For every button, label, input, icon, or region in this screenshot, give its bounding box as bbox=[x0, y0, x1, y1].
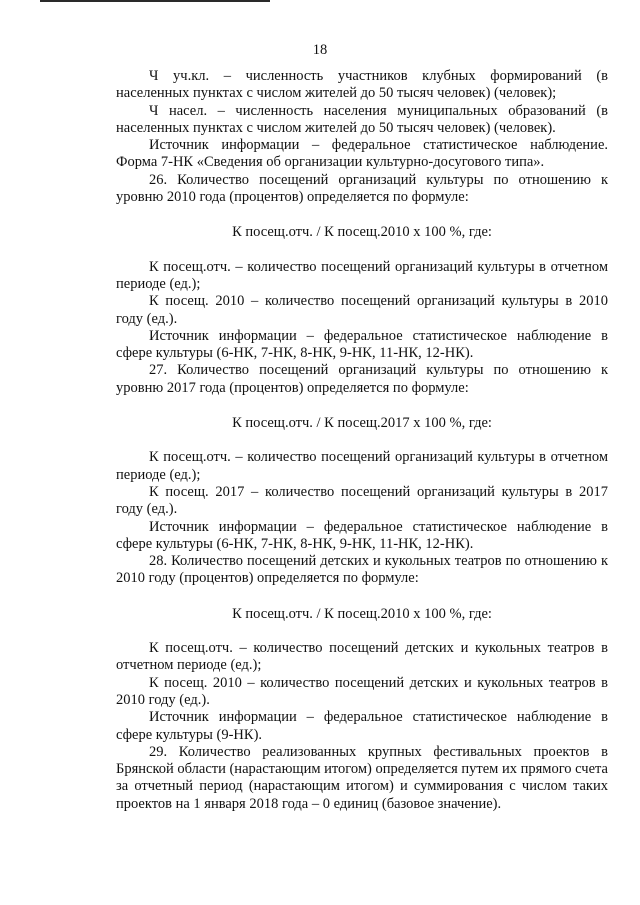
top-border-line bbox=[40, 0, 270, 2]
paragraph-posesch-2010-theatres: К посещ. 2010 – количество посещений детских и кукольных театров в 2010 году (ед.). bbox=[116, 674, 608, 708]
page-number: 18 bbox=[312, 42, 328, 58]
paragraph-posesch-2017: К посещ. 2017 – количество посещений организаций культуры в 2017 году (ед.). bbox=[116, 483, 608, 518]
paragraph-item-28: 28. Количество посещений детских и кукольных театров по отношению к 2010 году (процентов) определяется по формуле: bbox=[116, 553, 608, 587]
formula-item-27: К посещ.отч. / К посещ.2017 х 100 %, где: bbox=[232, 415, 492, 432]
paragraph-posesch-otch-27: К посещ.отч. – количество посещений организаций культуры в отчетном периоде (ед.); bbox=[116, 449, 608, 483]
paragraph-item-26: 26. Количество посещений организаций культуры по отношению к уровню 2010 года (процентов) определяется по формуле: bbox=[116, 171, 608, 206]
paragraph-item-27: 27. Количество посещений организаций культуры по отношению к уровню 2017 года (процентов) определяется по формуле: bbox=[116, 362, 608, 396]
document-body bbox=[116, 68, 608, 813]
paragraph-source-28: Источник информации – федеральное статистическое наблюдение в сфере культуры (9-НК). bbox=[116, 709, 608, 743]
paragraph-posesch-2010: К посещ. 2010 – количество посещений организаций культуры в 2010 году (ед.). bbox=[116, 293, 608, 327]
paragraph-nasel-definition: Ч насел. – численность населения муниципальных образований (в населенных пунктах с числом жителей до 50 тысяч человек) (человек). bbox=[116, 102, 608, 136]
paragraph-source-7nk: Источник информации – федеральное статистическое наблюдение. Форма 7-НК «Сведения об организации культурно-досугового типа». bbox=[116, 137, 608, 171]
formula-item-26: К посещ.отч. / К посещ.2010 х 100 %, где: bbox=[232, 224, 492, 241]
paragraph-item-29: 29. Количество реализованных крупных фестивальных проектов в Брянской области (нарастающим итогом) определяется путем их прямого счета за отчетный период (нарастающим итогом) и суммирования с числом таких проектов на 1 января 2018 года – 0 единиц (базовое значение). bbox=[116, 743, 608, 812]
paragraph-posesch-otch-28: К посещ.отч. – количество посещений детских и кукольных театров в отчетном периоде (ед.); bbox=[116, 640, 608, 674]
paragraph-source-26: Источник информации – федеральное статистическое наблюдение в сфере культуры (6-НК, 7-НК, 8-НК, 9-НК, 11-НК, 12-НК). bbox=[116, 327, 608, 362]
paragraph-uch-kl-definition: Ч уч.кл. – численность участников клубных формирований (в населенных пунктах с числом жителей до 50 тысяч человек) (человек); bbox=[116, 68, 608, 102]
paragraph-posesch-otch-26: К посещ.отч. – количество посещений организаций культуры в отчетном периоде (ед.); bbox=[116, 258, 608, 292]
paragraph-source-27: Источник информации – федеральное статистическое наблюдение в сфере культуры (6-НК, 7-НК, 8-НК, 9-НК, 11-НК, 12-НК). bbox=[116, 518, 608, 552]
formula-item-28: К посещ.отч. / К посещ.2010 х 100 %, где: bbox=[232, 605, 492, 622]
